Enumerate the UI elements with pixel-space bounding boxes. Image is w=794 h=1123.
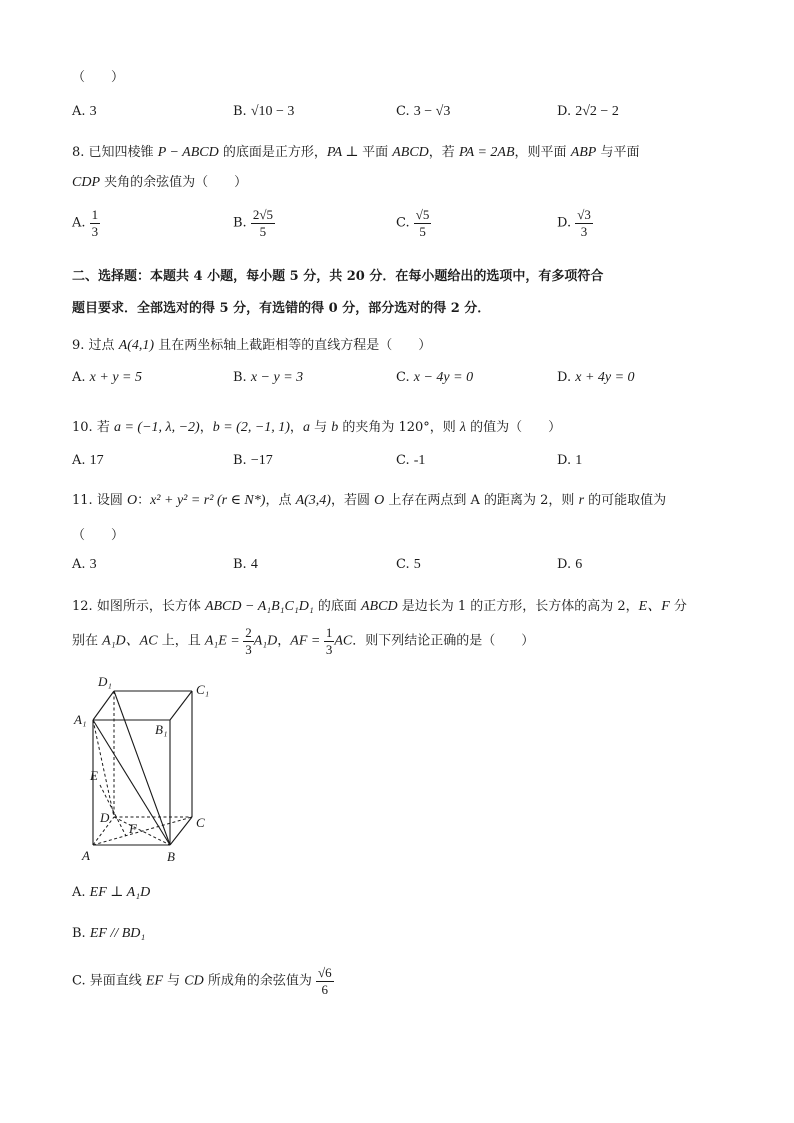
math: P − ABCD: [157, 145, 219, 160]
stem-text: 与: [163, 973, 185, 989]
q11-paren: （ ）: [72, 528, 125, 543]
stem-text: 若: [96, 420, 114, 435]
option-value: 3: [89, 557, 97, 572]
q7-paren: （ ）: [72, 70, 125, 85]
option-label: B.: [233, 104, 251, 119]
math: CDP: [72, 175, 100, 190]
option-value: 1: [575, 453, 583, 468]
q11-option-d[interactable]: [557, 557, 582, 573]
q12-option-b[interactable]: [72, 926, 145, 942]
fraction: [251, 208, 275, 238]
q9-option-d[interactable]: [557, 370, 635, 386]
option-value: 2√2 − 2: [575, 104, 619, 119]
option-label: B.: [233, 215, 251, 231]
option-value: −17: [250, 453, 273, 468]
q8-stem-line2: [72, 171, 247, 191]
math: AF =: [290, 633, 324, 649]
math: EF: [145, 973, 163, 989]
stem-text: 的可能取值为: [584, 493, 667, 508]
question-number: 10.: [72, 420, 97, 435]
q9-option-c[interactable]: [396, 370, 473, 386]
math: AC: [334, 633, 353, 649]
stem-text: 上，且: [157, 633, 205, 649]
q10-option-c[interactable]: [396, 453, 425, 469]
option-label: C.: [396, 557, 414, 572]
stem-text: 是边长为 1 的正方形，长方体的高为 2，: [397, 599, 639, 614]
option-label: D.: [557, 453, 576, 468]
fraction: [414, 208, 432, 238]
q9-option-a[interactable]: [72, 370, 142, 386]
q7-option-a[interactable]: [72, 104, 97, 120]
stem-text: ，则平面: [514, 145, 571, 160]
edge-b1c1: [170, 691, 192, 720]
question-number: 11.: [72, 493, 97, 508]
math: O: [374, 493, 385, 508]
stem-text: ，: [289, 420, 303, 435]
stem-text: 平面: [362, 145, 393, 160]
stem-text: ，: [277, 633, 291, 649]
stem-text: 已知四棱锥: [88, 145, 158, 160]
math: ABCD: [392, 145, 429, 160]
stem-text: 与: [309, 420, 332, 435]
math: PA ⊥: [326, 145, 363, 160]
q11-option-b[interactable]: [233, 557, 258, 573]
math: x² + y² = r² (r ∈ N*): [150, 493, 266, 508]
math: A₁D: [253, 633, 278, 649]
option-label: D.: [557, 104, 576, 119]
q10-option-d[interactable]: [557, 453, 582, 469]
option-value: x + y = 5: [89, 370, 142, 385]
option-label: B.: [233, 557, 251, 572]
math: E、F: [638, 599, 670, 614]
math: ABCD: [361, 599, 398, 614]
q7-option-c[interactable]: [396, 104, 450, 120]
stem-text: 且在两坐标轴上截距相等的直线方程是（ ）: [154, 338, 432, 353]
option-label: C.: [72, 973, 90, 989]
edge-bc: [170, 817, 192, 845]
stem-text: 异面直线: [89, 973, 146, 989]
stem-text: 的底面: [313, 599, 361, 614]
stem-text: 别在: [72, 633, 103, 649]
math: O: [126, 493, 138, 508]
numerator: 1: [91, 207, 99, 222]
option-label: C.: [396, 453, 414, 468]
option-label: C.: [396, 104, 414, 119]
q12-option-c[interactable]: [72, 966, 334, 996]
q8-option-d[interactable]: [557, 208, 593, 238]
stem-text: 所成角的余弦值为: [203, 973, 316, 989]
label-a1: A₁: [74, 712, 87, 727]
q10-stem: [72, 416, 561, 436]
math: r: [578, 493, 585, 508]
option-label: D.: [557, 557, 576, 572]
denominator: 6: [321, 981, 329, 997]
q10-option-b[interactable]: [233, 453, 273, 469]
option-label: D.: [557, 215, 576, 231]
math: b = (2, −1, 1): [212, 420, 290, 435]
option-label: A.: [72, 557, 90, 572]
section-heading-line1: 二、选择题：本题共 4 小题，每小题 5 分，共 20 分．在每小题给出的选项中，有多项符合: [72, 269, 604, 284]
stem-text: 夹角的余弦值为（ ）: [100, 175, 248, 190]
option-value: 6: [575, 557, 583, 572]
label-c: C: [196, 815, 205, 830]
stem-text: ，若圆: [330, 493, 375, 508]
numerator: 2: [245, 625, 252, 640]
question-number: 9.: [72, 338, 89, 353]
label-d1: D₁: [98, 674, 112, 689]
stem-text: ，: [199, 420, 213, 435]
stem-text: 的值为（ ）: [466, 420, 562, 435]
numerator: √6: [317, 965, 332, 980]
option-label: B.: [72, 926, 90, 941]
option-value: -1: [413, 453, 426, 468]
denominator: 5: [419, 223, 426, 239]
question-number: 8.: [72, 145, 89, 160]
denominator: 3: [580, 223, 588, 239]
cuboid-figure: [66, 672, 226, 868]
label-e: E: [90, 768, 98, 783]
denominator: 3: [91, 223, 99, 239]
fraction: [316, 966, 334, 996]
section-heading-line2: 题目要求．全部选对的得 5 分，有选错的得 0 分，部分选对的得 2 分．: [72, 301, 491, 316]
q7-option-b[interactable]: [233, 104, 294, 120]
stem-text: 设圆: [96, 493, 127, 508]
option-label: A.: [72, 104, 90, 119]
option-label: C.: [396, 215, 414, 231]
option-label: A.: [72, 453, 90, 468]
math: λ: [459, 420, 466, 435]
math: A₁E =: [204, 633, 244, 649]
stem-text: 过点: [88, 338, 119, 353]
fraction: [575, 208, 593, 238]
option-label: B.: [233, 453, 251, 468]
q11-stem: [72, 489, 666, 509]
label-f: F: [129, 821, 137, 836]
q8-stem-line1: [72, 141, 639, 161]
denominator: 3: [325, 641, 333, 657]
q8-option-a[interactable]: [72, 208, 100, 238]
q11-option-a[interactable]: [72, 557, 97, 573]
math: A(3,4): [295, 493, 331, 508]
stem-text: ．则下列结论正确的是（ ）: [352, 633, 535, 649]
stem-text: ，点: [265, 493, 296, 508]
option-value: x − y = 3: [250, 370, 304, 385]
label-d: D: [100, 810, 110, 825]
math: a: [302, 420, 310, 435]
label-b: B: [167, 849, 175, 864]
q12-option-a[interactable]: [72, 884, 150, 901]
q12-stem-line1: [72, 595, 687, 615]
numerator: 1: [325, 625, 333, 640]
question-number: 12.: [72, 599, 97, 614]
stem-text: 与平面: [596, 145, 640, 160]
stem-text: ，若: [428, 145, 459, 160]
option-label: D.: [557, 370, 576, 385]
stem-text: 的夹角为 120°，则: [338, 420, 460, 435]
option-value: √10 − 3: [250, 104, 295, 119]
option-value: 17: [89, 453, 104, 468]
q8-option-c[interactable]: [396, 208, 431, 238]
q10-option-a[interactable]: [72, 453, 104, 469]
option-label: B.: [233, 370, 251, 385]
label-c1: C₁: [196, 682, 210, 697]
fraction: [243, 626, 254, 656]
math: A₁D、AC: [102, 633, 158, 649]
math: b: [331, 420, 339, 435]
math: ABCD − A₁B₁C₁D₁: [204, 599, 314, 614]
option-value: x + 4y = 0: [575, 370, 635, 385]
option-value: EF // BD₁: [89, 926, 146, 941]
fraction: [90, 208, 101, 238]
q11-option-c[interactable]: [396, 557, 421, 573]
math: a = (−1, λ, −2): [113, 420, 200, 435]
q9-option-b[interactable]: [233, 370, 303, 386]
numerator: √3: [577, 207, 591, 222]
math: PA = 2AB: [458, 145, 515, 160]
option-value: 3: [89, 104, 97, 119]
numerator: 2√5: [252, 207, 273, 222]
stem-text: 如图所示，长方体: [96, 599, 205, 614]
option-label: A.: [72, 215, 90, 231]
option-label: C.: [396, 370, 414, 385]
stem-text: 分: [669, 599, 687, 614]
option-label: A.: [72, 885, 90, 900]
label-b1: B₁: [155, 722, 168, 737]
option-value: 5: [413, 557, 421, 572]
option-value: 3 − √3: [413, 104, 451, 119]
stem-text: 上存在两点到 A 的距离为 2，则: [384, 493, 579, 508]
option-label: A.: [72, 370, 90, 385]
math: A(4,1): [118, 338, 155, 353]
label-a: A: [82, 848, 90, 863]
option-value: x − 4y = 0: [413, 370, 474, 385]
denominator: 5: [259, 223, 267, 239]
denominator: 3: [245, 641, 252, 657]
fraction: [324, 626, 335, 656]
q12-stem-line2: [72, 626, 534, 656]
stem-text: ：: [137, 493, 151, 508]
math: CD: [184, 973, 204, 989]
numerator: √5: [415, 207, 430, 222]
option-value: EF ⊥ A₁D: [89, 885, 151, 900]
q9-stem: [72, 334, 431, 354]
option-value: 4: [250, 557, 258, 572]
q7-option-d[interactable]: [557, 104, 619, 120]
q8-option-b[interactable]: [233, 208, 275, 238]
stem-text: 的底面是正方形，: [218, 145, 327, 160]
math: ABP: [570, 145, 597, 160]
edge-a1d1: [93, 691, 114, 720]
